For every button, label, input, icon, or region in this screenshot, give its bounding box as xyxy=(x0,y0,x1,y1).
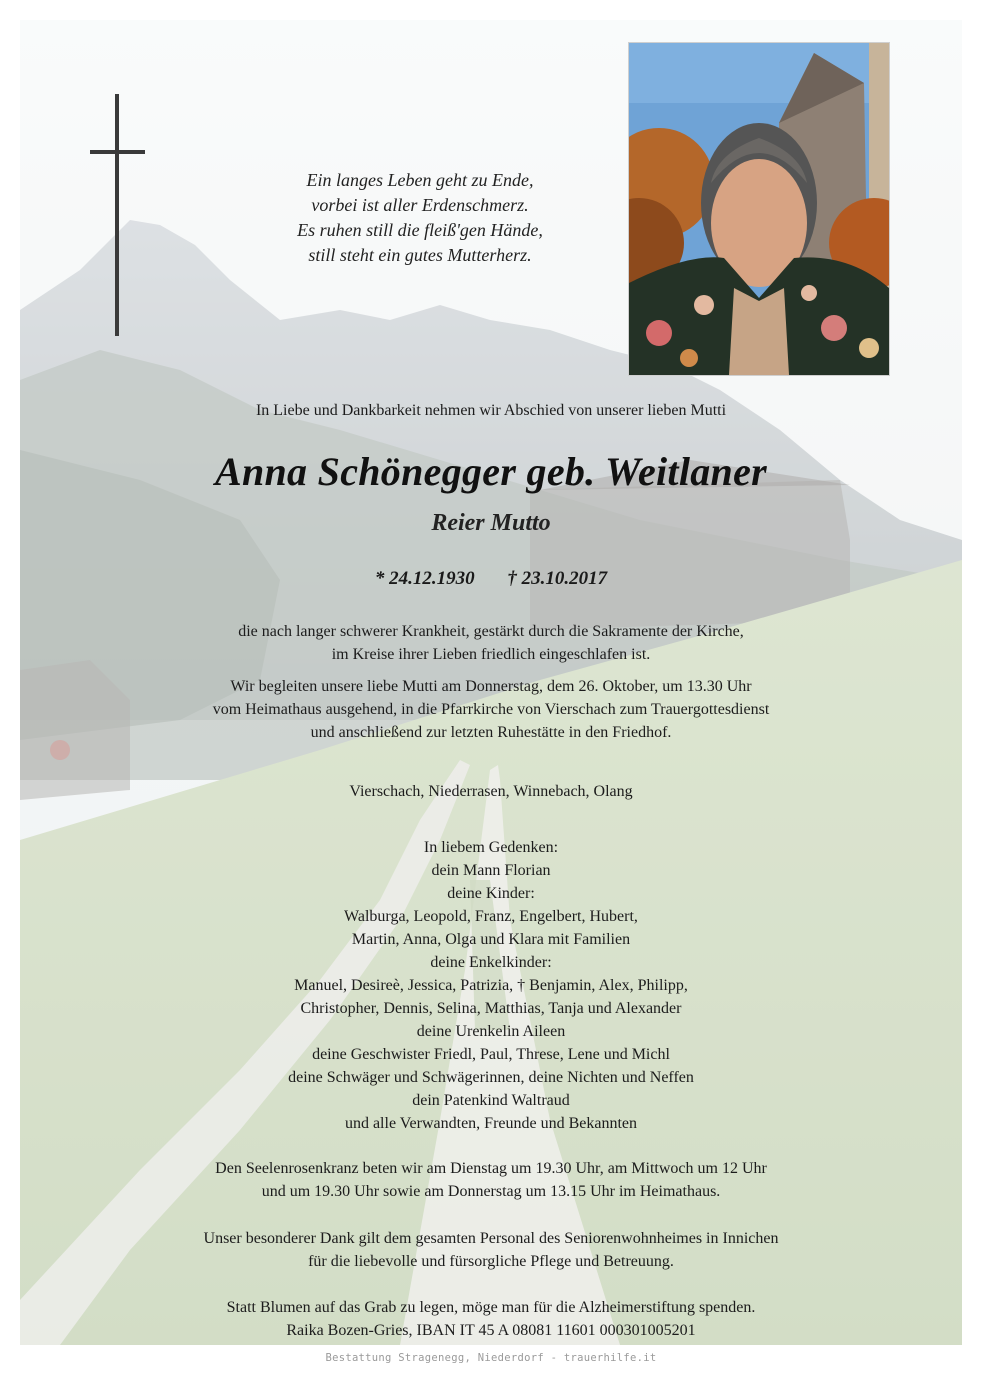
mourners-line: Martin, Anna, Olga und Klara mit Familien xyxy=(351,931,631,948)
portrait-photo xyxy=(628,42,890,376)
text-line: Statt Blumen auf das Grab zu legen, möge man für die Alzheimerstiftung spenden. xyxy=(226,1299,756,1316)
deceased-name: Anna Schönegger geb. Weitlaner xyxy=(214,449,768,494)
text-line: und um 19.30 Uhr sowie am Donnerstag um 13.15 Uhr im Heimathaus. xyxy=(261,1183,721,1200)
text-line: Raika Bozen-Gries, IBAN IT 45 A 08081 11601 000301005201 xyxy=(286,1322,696,1339)
death-date: † 23.10.2017 xyxy=(507,568,608,589)
mourners-line: und alle Verwandten, Freunde und Bekannten xyxy=(344,1115,638,1132)
mourners-line: deine Kinder: xyxy=(447,885,535,902)
text-line: die nach langer schwerer Krankheit, gestärkt durch die Sakramente der Kirche, xyxy=(238,623,744,640)
mourners-line: deine Schwäger und Schwägerinnen, deine Nichten und Neffen xyxy=(288,1069,694,1086)
intro-text: In Liebe und Dankbarkeit nehmen wir Abschied von unserer lieben Mutti xyxy=(255,402,727,419)
poem-line: Es ruhen still die fleiß'gen Hände, xyxy=(297,220,543,240)
text-line: Wir begleiten unsere liebe Mutti am Donnerstag, dem 26. Oktober, um 13.30 Uhr xyxy=(230,678,752,695)
text-line: vom Heimathaus ausgehend, in die Pfarrkirche von Vierschach zum Trauergottesdienst xyxy=(212,701,770,718)
birth-date: * 24.12.1930 xyxy=(374,568,475,589)
rosary-paragraph xyxy=(20,1157,962,1203)
mourners-line: dein Patenkind Waltraud xyxy=(412,1092,570,1109)
text-line: im Kreise ihrer Lieben friedlich eingeschlafen ist. xyxy=(331,646,651,663)
poem-line: Ein langes Leben geht zu Ende, xyxy=(306,170,534,190)
mourners-line: dein Mann Florian xyxy=(431,862,551,879)
mourners-line: Walburga, Leopold, Franz, Engelbert, Hubert, xyxy=(344,908,638,925)
life-dates xyxy=(20,568,962,590)
mourners-list xyxy=(20,836,962,1135)
mourners-line: deine Geschwister Friedl, Paul, Threse, Lene und Michl xyxy=(312,1046,670,1063)
mourners-line: In liebem Gedenken: xyxy=(423,839,559,856)
mourners-line: deine Urenkelin Aileen xyxy=(416,1023,566,1040)
text-line: Unser besonderer Dank gilt dem gesamten Personal des Seniorenwohnheimes in Innichen xyxy=(203,1230,779,1247)
places-line: Vierschach, Niederrasen, Winnebach, Olang xyxy=(349,783,633,800)
cross-icon xyxy=(90,94,145,336)
text-line: und anschließend zur letzten Ruhestätte in den Friedhof. xyxy=(310,724,672,741)
mourners-line: deine Enkelkinder: xyxy=(430,954,552,971)
footer-credit: Bestattung Stragenegg, Niederdorf - trauerhilfe.it xyxy=(325,1352,657,1364)
nickname: Reier Mutto xyxy=(431,510,551,536)
poem xyxy=(220,168,620,268)
text-line: für die liebevolle und fürsorgliche Pflege und Betreuung. xyxy=(308,1253,674,1270)
mourners-line: Manuel, Desireè, Jessica, Patrizia, † Benjamin, Alex, Philipp, xyxy=(294,977,688,994)
mourners-line: Christopher, Dennis, Selina, Matthias, Tanja und Alexander xyxy=(300,1000,682,1017)
passing-paragraph xyxy=(20,620,962,666)
poem-line: still steht ein gutes Mutterherz. xyxy=(308,245,532,265)
obituary-card xyxy=(20,20,962,1345)
thanks-paragraph xyxy=(20,1227,962,1273)
funeral-paragraph xyxy=(20,675,962,744)
donation-paragraph xyxy=(20,1296,962,1342)
poem-line: vorbei ist aller Erdenschmerz. xyxy=(311,195,529,215)
text-line: Den Seelenrosenkranz beten wir am Dienstag um 19.30 Uhr, am Mittwoch um 12 Uhr xyxy=(215,1160,767,1177)
